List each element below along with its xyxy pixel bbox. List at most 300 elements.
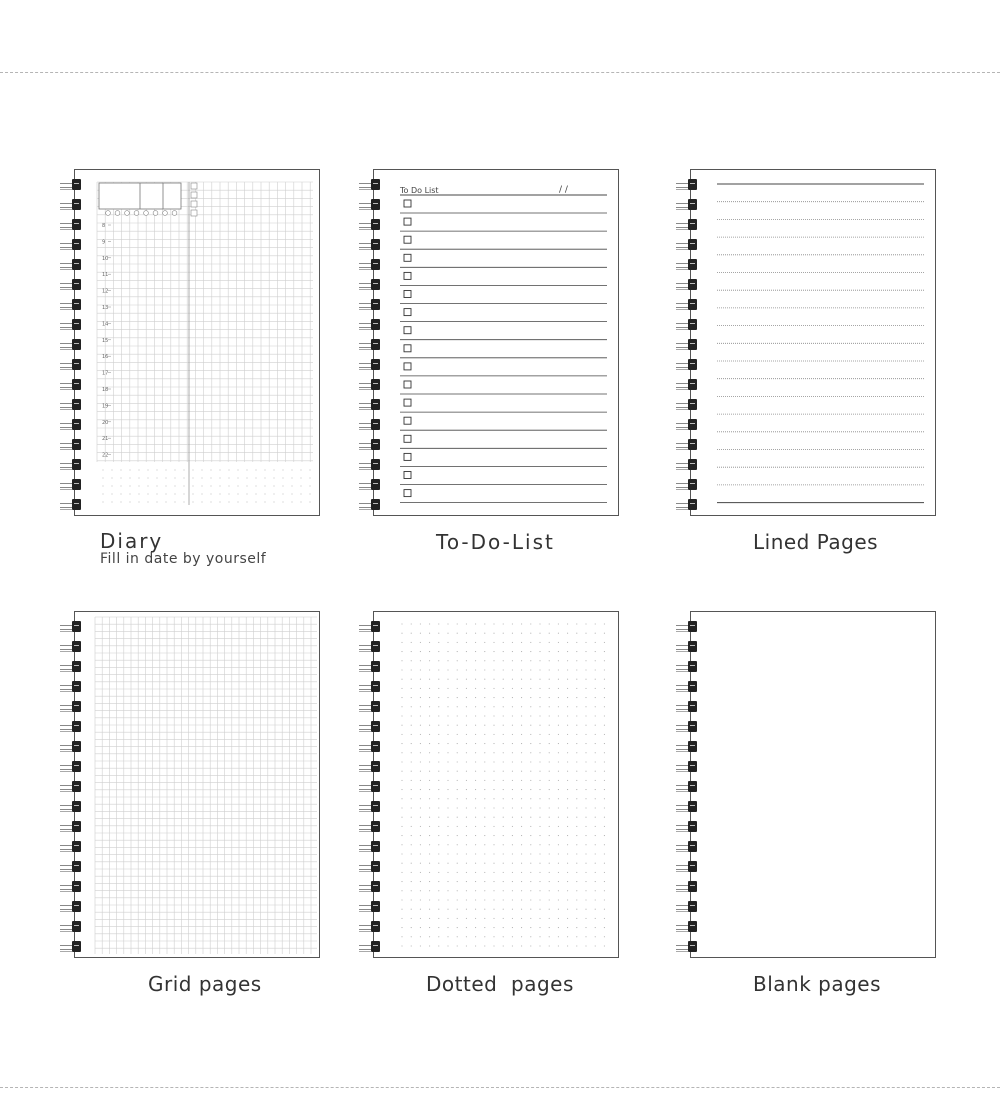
grid-dot xyxy=(539,752,540,753)
grid-dot xyxy=(466,936,467,937)
note-dot xyxy=(202,486,203,487)
grid-dot xyxy=(475,798,476,799)
note-dot xyxy=(247,494,248,495)
grid-dot xyxy=(595,633,596,634)
grid-dot xyxy=(420,899,421,900)
grid-dot xyxy=(585,642,586,643)
note-dot xyxy=(283,502,284,503)
note-dot xyxy=(247,502,248,503)
note-dot xyxy=(265,478,266,479)
spiral-ring xyxy=(359,458,389,478)
grid-dot xyxy=(576,761,577,762)
grid-dot xyxy=(447,918,448,919)
grid-dot xyxy=(401,743,402,744)
grid-dot xyxy=(447,734,448,735)
spiral-ring xyxy=(60,458,90,478)
grid-dot xyxy=(539,835,540,836)
grid-dot xyxy=(493,688,494,689)
grid-dot xyxy=(438,936,439,937)
grid-dot xyxy=(457,752,458,753)
grid-dot xyxy=(438,706,439,707)
grid-dot xyxy=(595,881,596,882)
spiral-ring xyxy=(60,178,90,198)
grid-dot xyxy=(512,826,513,827)
note-dot xyxy=(139,502,140,503)
diary-caption: Diary xyxy=(100,529,164,553)
grid-dot xyxy=(558,927,559,928)
grid-dot xyxy=(411,688,412,689)
grid-dot xyxy=(539,918,540,919)
note-dot xyxy=(220,494,221,495)
spiral-ring xyxy=(60,298,90,318)
spiral-ring xyxy=(359,940,389,960)
grid-dot xyxy=(539,927,540,928)
grid-dot xyxy=(576,651,577,652)
grid-dot xyxy=(503,725,504,726)
diary-page xyxy=(74,169,320,516)
grid-dot xyxy=(447,669,448,670)
note-dot xyxy=(166,486,167,487)
grid-dot xyxy=(447,697,448,698)
grid-dot xyxy=(549,826,550,827)
grid-dot xyxy=(493,936,494,937)
grid-dot xyxy=(539,881,540,882)
grid-dot xyxy=(493,651,494,652)
grid-dot xyxy=(512,798,513,799)
diary-checkbox xyxy=(191,210,197,216)
grid-dot xyxy=(401,863,402,864)
grid-dot xyxy=(411,642,412,643)
grid-dot xyxy=(604,899,605,900)
grid-dot xyxy=(576,623,577,624)
grid-dot xyxy=(475,853,476,854)
note-dot xyxy=(274,486,275,487)
grid-dot xyxy=(447,642,448,643)
spiral-ring xyxy=(60,620,90,640)
grid-dot xyxy=(438,899,439,900)
grid-dot xyxy=(429,642,430,643)
grid-dot xyxy=(549,623,550,624)
grid-dot xyxy=(567,761,568,762)
note-dot xyxy=(211,478,212,479)
grid-dot xyxy=(475,752,476,753)
grid-dot xyxy=(567,918,568,919)
spiral-binding xyxy=(359,178,389,518)
note-dot xyxy=(148,502,149,503)
grid-dot xyxy=(539,872,540,873)
grid-dot xyxy=(530,835,531,836)
diary-layout xyxy=(75,170,320,516)
grid-dot xyxy=(493,752,494,753)
grid-dot xyxy=(457,909,458,910)
grid-dot xyxy=(576,872,577,873)
grid-dot xyxy=(530,936,531,937)
grid-dot xyxy=(484,706,485,707)
grid-dot xyxy=(539,725,540,726)
grid-dot xyxy=(484,715,485,716)
grid-dot xyxy=(558,826,559,827)
grid-dot xyxy=(466,771,467,772)
grid-dot xyxy=(420,826,421,827)
grid-dot xyxy=(420,771,421,772)
grid-dot xyxy=(558,633,559,634)
spiral-binding xyxy=(60,178,90,518)
spiral-ring xyxy=(676,478,706,498)
spiral-ring xyxy=(676,418,706,438)
grid-dot xyxy=(466,899,467,900)
note-dot xyxy=(130,470,131,471)
grid-dot xyxy=(493,844,494,845)
grid-dot xyxy=(539,826,540,827)
grid-dot xyxy=(530,881,531,882)
grid-dot xyxy=(420,835,421,836)
note-dot xyxy=(112,486,113,487)
grid-dot xyxy=(576,909,577,910)
grid-dot xyxy=(457,927,458,928)
spiral-ring xyxy=(676,258,706,278)
grid-dot xyxy=(585,807,586,808)
grid-dot xyxy=(512,642,513,643)
grid-dot xyxy=(585,909,586,910)
note-dot xyxy=(130,478,131,479)
grid-dot xyxy=(567,872,568,873)
grid-dot xyxy=(475,936,476,937)
spiral-ring xyxy=(359,318,389,338)
spiral-ring xyxy=(60,198,90,218)
grid-dot xyxy=(503,780,504,781)
grid-dot xyxy=(466,826,467,827)
grid-dot xyxy=(558,771,559,772)
grid-dot xyxy=(595,706,596,707)
grid-dot xyxy=(521,771,522,772)
grid-dot xyxy=(521,909,522,910)
grid-dot xyxy=(447,623,448,624)
grid-dot xyxy=(503,890,504,891)
grid-dot xyxy=(466,669,467,670)
note-dot xyxy=(301,502,302,503)
grid-dot xyxy=(429,761,430,762)
note-dot xyxy=(103,478,104,479)
hour-label: 18 xyxy=(102,387,109,393)
todo-checkbox xyxy=(404,254,411,261)
note-dot xyxy=(148,486,149,487)
grid-dot xyxy=(411,890,412,891)
grid-dot xyxy=(503,844,504,845)
spiral-binding xyxy=(359,620,389,960)
grid-dot xyxy=(558,660,559,661)
grid-dot xyxy=(475,725,476,726)
hour-label: 9 xyxy=(102,239,106,246)
grid-dot xyxy=(567,697,568,698)
grid-dot xyxy=(521,872,522,873)
grid-dot xyxy=(512,706,513,707)
grid-dot xyxy=(567,826,568,827)
grid-dot xyxy=(438,945,439,946)
hour-label: 16 xyxy=(102,354,109,361)
grid-dot xyxy=(401,734,402,735)
grid-dot xyxy=(493,715,494,716)
grid-dot xyxy=(447,688,448,689)
grid-dot xyxy=(521,817,522,818)
grid-dot xyxy=(604,872,605,873)
grid-dot xyxy=(493,734,494,735)
grid-dot xyxy=(585,853,586,854)
grid-dot xyxy=(401,623,402,624)
grid-dot xyxy=(411,826,412,827)
note-dot xyxy=(130,486,131,487)
grid-dot xyxy=(457,835,458,836)
grid-dot xyxy=(493,881,494,882)
grid-dot xyxy=(576,734,577,735)
spiral-ring xyxy=(676,498,706,518)
grid-dot xyxy=(595,890,596,891)
grid-dot xyxy=(595,725,596,726)
grid-dot xyxy=(521,679,522,680)
grid-dot xyxy=(484,881,485,882)
grid-dot xyxy=(558,872,559,873)
grid-dot xyxy=(429,881,430,882)
spiral-ring xyxy=(359,398,389,418)
grid-dot xyxy=(447,660,448,661)
grid-dot xyxy=(567,835,568,836)
grid-dot xyxy=(567,817,568,818)
grid-dot xyxy=(466,761,467,762)
grid-dot xyxy=(447,817,448,818)
grid-dot xyxy=(466,909,467,910)
grid-dot xyxy=(493,927,494,928)
grid-dot xyxy=(411,715,412,716)
grid-dot xyxy=(530,789,531,790)
grid-dot xyxy=(530,743,531,744)
grid-dot xyxy=(503,872,504,873)
spiral-ring xyxy=(359,178,389,198)
grid-dot xyxy=(604,909,605,910)
grid-dot xyxy=(420,623,421,624)
grid-dot xyxy=(401,780,402,781)
grid-dot xyxy=(493,835,494,836)
grid-dot xyxy=(558,642,559,643)
grid-dot xyxy=(503,945,504,946)
grid-dot xyxy=(429,863,430,864)
todo-checkbox xyxy=(404,236,411,243)
grid-dot xyxy=(604,651,605,652)
grid-dot xyxy=(411,789,412,790)
grid-dot xyxy=(429,798,430,799)
diary-panel xyxy=(72,169,322,519)
grid-dot xyxy=(475,918,476,919)
grid-dot xyxy=(429,826,430,827)
grid-dot xyxy=(411,798,412,799)
grid-dot xyxy=(420,761,421,762)
grid-dot xyxy=(595,835,596,836)
grid-dot xyxy=(503,918,504,919)
grid-dot xyxy=(401,881,402,882)
lined-caption: Lined Pages xyxy=(753,530,879,554)
grid-dot xyxy=(447,752,448,753)
grid-dot xyxy=(475,761,476,762)
todo-checkbox xyxy=(404,363,411,370)
grid-dot xyxy=(457,669,458,670)
grid-dot xyxy=(549,642,550,643)
grid-dot xyxy=(503,651,504,652)
grid-dot xyxy=(549,927,550,928)
dotted-panel xyxy=(371,611,621,961)
grid-dot xyxy=(447,890,448,891)
grid-dot xyxy=(401,761,402,762)
grid-dot xyxy=(466,807,467,808)
todo-checkbox xyxy=(404,291,411,298)
weather-icon xyxy=(125,211,130,216)
grid-dot xyxy=(475,789,476,790)
grid-dot xyxy=(576,743,577,744)
grid-dot xyxy=(429,651,430,652)
blank-caption: Blank pages xyxy=(753,972,882,996)
grid-dot xyxy=(503,899,504,900)
note-dot xyxy=(310,486,311,487)
grid-dot xyxy=(447,881,448,882)
grid-dot xyxy=(512,688,513,689)
grid-dot xyxy=(401,872,402,873)
grid-dot xyxy=(447,872,448,873)
spiral-ring xyxy=(359,338,389,358)
grid-dot xyxy=(595,715,596,716)
grid-dot xyxy=(438,642,439,643)
spiral-ring xyxy=(359,198,389,218)
note-dot xyxy=(157,470,158,471)
grid-dot xyxy=(493,771,494,772)
note-dot xyxy=(310,470,311,471)
grid-dot xyxy=(549,679,550,680)
grid-dot xyxy=(604,715,605,716)
grid-dot xyxy=(576,780,577,781)
grid-dot xyxy=(438,835,439,836)
spiral-ring xyxy=(676,840,706,860)
grid-dot xyxy=(567,807,568,808)
grid-dot xyxy=(604,633,605,634)
spiral-ring xyxy=(676,358,706,378)
grid-dot xyxy=(530,642,531,643)
grid-dot xyxy=(558,761,559,762)
note-dot xyxy=(220,502,221,503)
spiral-ring xyxy=(359,800,389,820)
grid-dot xyxy=(539,697,540,698)
note-dot xyxy=(220,486,221,487)
grid-dot xyxy=(521,743,522,744)
grid-dot xyxy=(420,817,421,818)
grid-dot xyxy=(484,945,485,946)
spiral-ring xyxy=(60,398,90,418)
grid-dot xyxy=(558,853,559,854)
grid-dot xyxy=(411,669,412,670)
grid-dot xyxy=(475,890,476,891)
grid-dot xyxy=(530,807,531,808)
grid-dot xyxy=(475,817,476,818)
grid-dot xyxy=(558,623,559,624)
grid-dot xyxy=(549,909,550,910)
note-dot xyxy=(310,494,311,495)
grid-dot xyxy=(457,651,458,652)
note-dot xyxy=(166,502,167,503)
grid-dot xyxy=(558,734,559,735)
grid-dot xyxy=(558,844,559,845)
todo-date-slashes: / / xyxy=(559,185,568,195)
grid-dot xyxy=(438,725,439,726)
grid-dot xyxy=(484,890,485,891)
grid-dot xyxy=(457,623,458,624)
grid-dot xyxy=(595,752,596,753)
grid-dot xyxy=(503,881,504,882)
grid-dot xyxy=(567,688,568,689)
grid-dot xyxy=(567,844,568,845)
grid-dot xyxy=(576,642,577,643)
grid-dot xyxy=(420,660,421,661)
spiral-ring xyxy=(676,780,706,800)
spiral-ring xyxy=(60,820,90,840)
grid-dot xyxy=(549,807,550,808)
grid-dot xyxy=(484,826,485,827)
grid-dot xyxy=(457,780,458,781)
grid-dot xyxy=(512,780,513,781)
grid-dot xyxy=(558,706,559,707)
grid-dot xyxy=(457,715,458,716)
note-dot xyxy=(265,494,266,495)
grid-dot xyxy=(438,697,439,698)
grid-dot xyxy=(475,660,476,661)
grid-dot xyxy=(512,927,513,928)
grid-dot xyxy=(484,936,485,937)
spiral-ring xyxy=(359,640,389,660)
bottom-dashed-divider xyxy=(0,1087,1000,1088)
spiral-ring xyxy=(676,900,706,920)
grid-dot xyxy=(549,789,550,790)
grid-dot xyxy=(539,909,540,910)
weather-icon xyxy=(106,211,111,216)
grid-dot xyxy=(604,853,605,854)
grid-dot xyxy=(503,927,504,928)
grid-dot xyxy=(438,660,439,661)
grid-dot xyxy=(429,817,430,818)
grid-dot xyxy=(549,715,550,716)
spiral-ring xyxy=(676,620,706,640)
grid-dot xyxy=(521,945,522,946)
grid-dot xyxy=(484,743,485,744)
grid-dot xyxy=(438,688,439,689)
grid-dot xyxy=(438,715,439,716)
grid-dot xyxy=(429,872,430,873)
grid-dot xyxy=(558,899,559,900)
note-dot xyxy=(175,494,176,495)
grid-dot xyxy=(558,725,559,726)
grid-dot xyxy=(604,761,605,762)
note-dot xyxy=(139,494,140,495)
grid-dot xyxy=(475,807,476,808)
grid-dot xyxy=(539,945,540,946)
grid-dot xyxy=(530,798,531,799)
grid-dot xyxy=(585,872,586,873)
grid-dot xyxy=(558,651,559,652)
grid-dot xyxy=(585,771,586,772)
grid-dot xyxy=(549,761,550,762)
grid-dot xyxy=(493,642,494,643)
grid-dot xyxy=(457,789,458,790)
grid-dot xyxy=(530,669,531,670)
grid-dot xyxy=(429,623,430,624)
grid-dot xyxy=(567,909,568,910)
grid-dot xyxy=(457,633,458,634)
grid-dot xyxy=(512,669,513,670)
spiral-binding xyxy=(676,620,706,960)
grid-dot xyxy=(475,642,476,643)
